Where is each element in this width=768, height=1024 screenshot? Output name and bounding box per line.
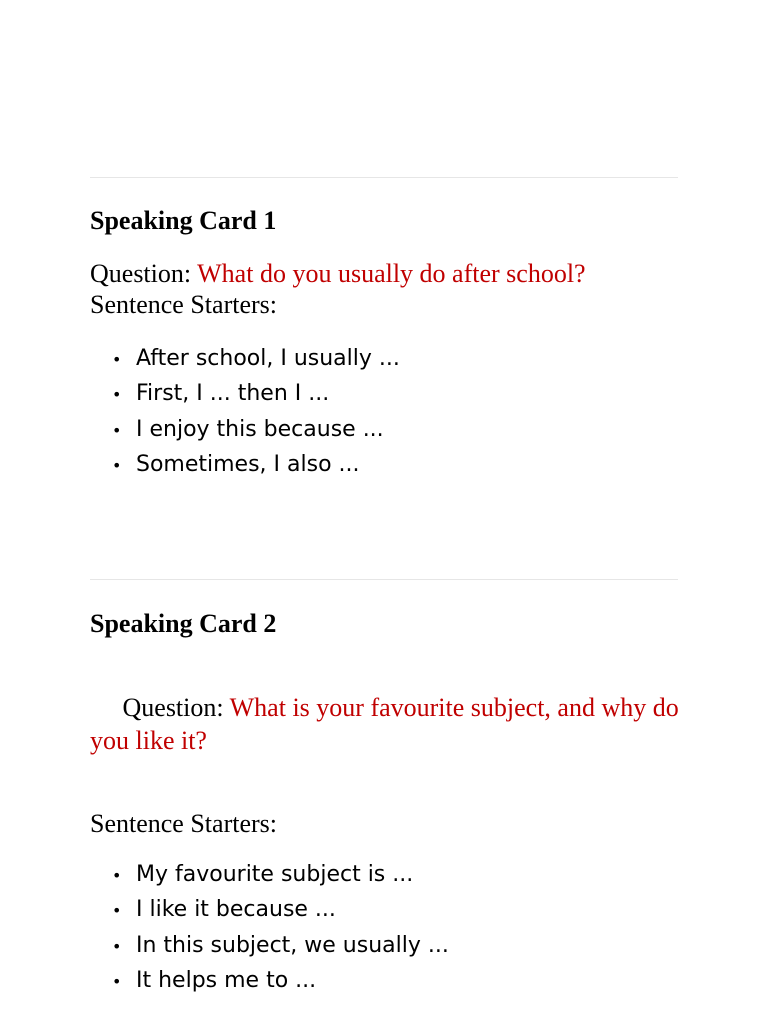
starter-text: It helps me to ... (136, 967, 317, 993)
question-text: What is your favourite subject, and why do you like it? (90, 693, 686, 755)
question-label: Question: (116, 693, 230, 722)
starter-text: In this subject, we usually ... (136, 932, 449, 958)
bullet-icon: • (112, 971, 122, 991)
list-item (90, 341, 680, 376)
divider-top (90, 177, 678, 178)
speaking-card-1 (90, 206, 680, 482)
starter-text: Sometimes, I also ... (136, 451, 360, 477)
question (90, 658, 686, 790)
list-item (90, 447, 680, 482)
bullet-icon: • (112, 350, 122, 369)
sentence-starters-label: Sentence Starters: (90, 809, 277, 838)
sentence-starters-list (90, 341, 680, 482)
list-item (90, 857, 680, 892)
starter-text: I enjoy this because ... (136, 416, 384, 442)
list-item (90, 892, 680, 927)
list-item (90, 376, 680, 411)
sentence-starters-label: Sentence Starters: (90, 290, 277, 319)
card-title: Speaking Card 1 (90, 206, 277, 235)
sentence-starters-list (90, 857, 680, 998)
list-item (90, 412, 680, 447)
bullet-icon: • (112, 901, 122, 921)
divider-middle (90, 579, 678, 580)
card-title: Speaking Card 2 (90, 609, 277, 638)
starter-text: I like it because ... (136, 897, 336, 923)
question (90, 257, 680, 290)
starter-text: After school, I usually ... (136, 346, 400, 371)
bullet-icon: • (112, 385, 122, 405)
list-item (90, 963, 680, 998)
starter-text: My favourite subject is ... (136, 862, 414, 887)
speaking-card-2 (90, 609, 686, 998)
question-text: What do you usually do after school? (197, 259, 586, 288)
bullet-icon: • (112, 455, 122, 475)
question-label: Question: (90, 259, 198, 288)
bullet-icon: • (112, 936, 122, 956)
list-item (90, 928, 680, 963)
starter-text: First, I ... then I ... (136, 381, 330, 407)
bullet-icon: • (112, 866, 122, 885)
bullet-icon: • (112, 420, 122, 440)
